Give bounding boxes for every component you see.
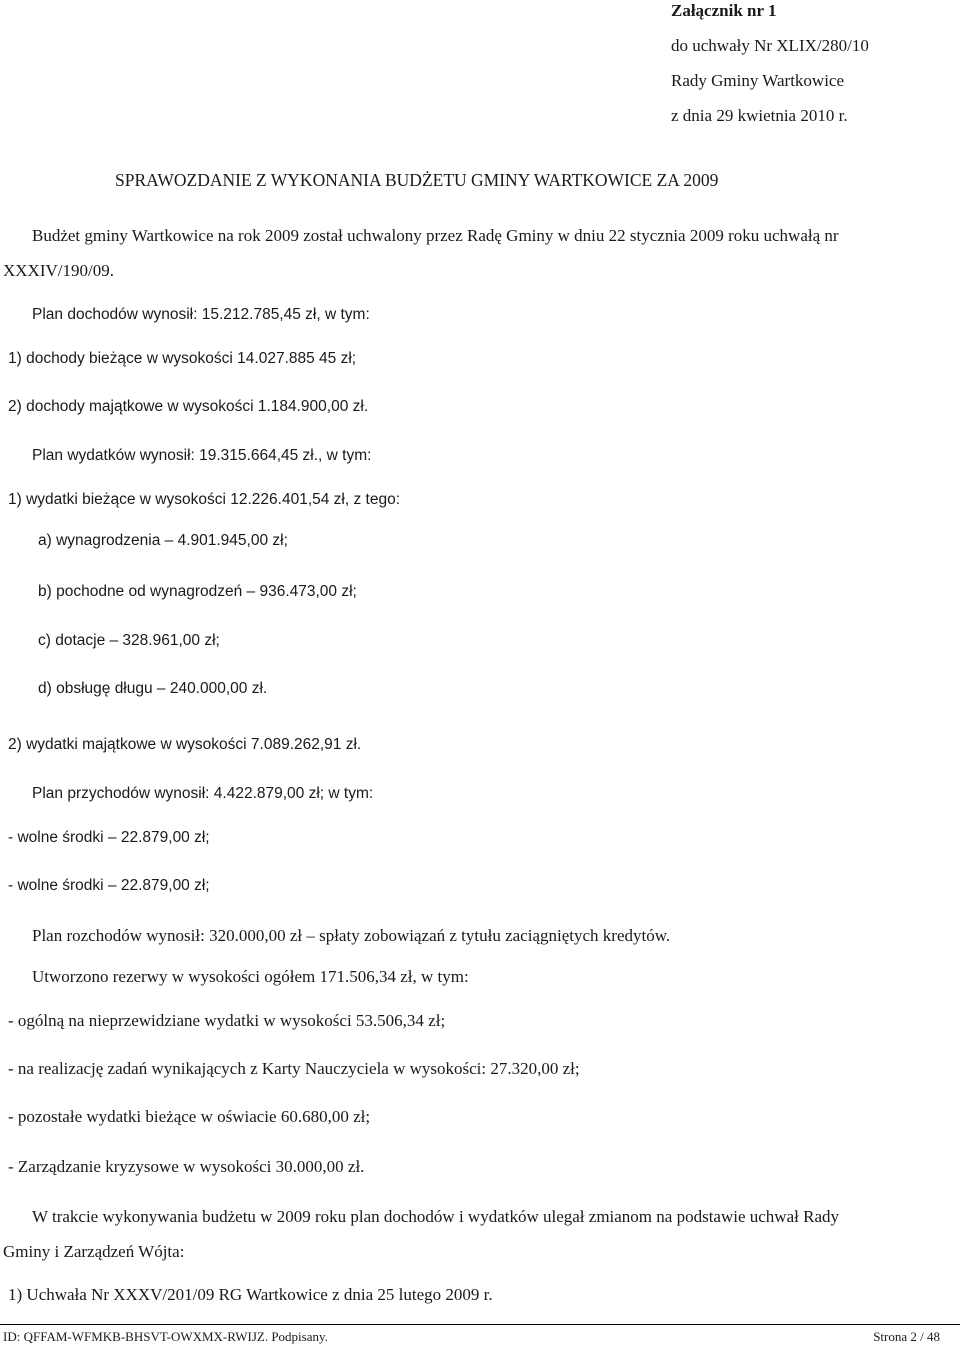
annex-heading: Załącznik nr 1: [671, 1, 777, 20]
reserves-item-1: - ogólną na nieprzewidziane wydatki w wysokości 53.506,34 zł;: [8, 1011, 446, 1030]
expenses-item-b: b) pochodne od wynagrodzeń – 936.473,00 zł;: [38, 583, 357, 600]
expenses-item-c: c) dotacje – 328.961,00 zł;: [38, 632, 220, 649]
expenses-item-d: d) obsługę długu – 240.000,00 zł.: [38, 680, 268, 697]
reserves-item-3: - pozostałe wydatki bieżące w oświacie 60.680,00 zł;: [8, 1107, 371, 1126]
council-name: Rady Gminy Wartkowice: [671, 71, 845, 90]
expenses-current: 1) wydatki bieżące w wysokości 12.226.401,54 zł, z tego:: [8, 491, 401, 508]
revenues-item-1: - wolne środki – 22.879,00 zł;: [8, 829, 210, 846]
expenses-plan: Plan wydatków wynosił: 19.315.664,45 zł., w tym:: [32, 447, 372, 464]
income-current: 1) dochody bieżące w wysokości 14.027.885 45 zł;: [8, 350, 357, 367]
revenues-plan: Plan przychodów wynosił: 4.422.879,00 zł; w tym:: [32, 785, 374, 802]
expenses-item-a: a) wynagrodzenia – 4.901.945,00 zł;: [38, 532, 288, 549]
resolution-number: do uchwały Nr XLIX/280/10: [671, 36, 869, 55]
income-plan: Plan dochodów wynosił: 15.212.785,45 zł, w tym:: [32, 306, 370, 323]
revenues-item-2: - wolne środki – 22.879,00 zł;: [8, 877, 210, 894]
reserves-item-4: - Zarządzanie kryzysowe w wysokości 30.000,00 zł.: [8, 1157, 365, 1176]
footer-page-number: Strona 2 / 48: [873, 1329, 940, 1344]
footer-document-id: ID: QFFAM-WFMKB-BHSVT-OWXMX-RWIJZ. Podpisany.: [3, 1329, 328, 1344]
resolution-date: z dnia 29 kwietnia 2010 r.: [671, 106, 848, 125]
reserves-item-2: - na realizację zadań wynikających z Karty Nauczyciela w wysokości: 27.320,00 zł;: [8, 1059, 580, 1078]
reserves-total: Utworzono rezerwy w wysokości ogółem 171.506,34 zł, w tym:: [32, 967, 469, 986]
document-title: SPRAWOZDANIE Z WYKONANIA BUDŻETU GMINY WARTKOWICE ZA 2009: [115, 170, 719, 190]
disbursements-plan: Plan rozchodów wynosił: 320.000,00 zł – spłaty zobowiązań z tytułu zaciągniętych kredytów.: [32, 926, 671, 945]
intro-line-1: Budżet gminy Wartkowice na rok 2009 został uchwalony przez Radę Gminy w dniu 22 stycznia 2009 roku uchwałą nr: [32, 226, 839, 245]
intro-line-2: XXXIV/190/09.: [3, 261, 114, 280]
income-property: 2) dochody majątkowe w wysokości 1.184.900,00 zł.: [8, 398, 369, 415]
expenses-property: 2) wydatki majątkowe w wysokości 7.089.262,91 zł.: [8, 736, 362, 753]
changes-line-2: Gminy i Zarządzeń Wójta:: [3, 1242, 185, 1261]
changes-line-1: W trakcie wykonywania budżetu w 2009 roku plan dochodów i wydatków ulegał zmianom na podstawie uchwał Rady: [32, 1207, 839, 1226]
changes-item-1: 1) Uchwała Nr XXXV/201/09 RG Wartkowice z dnia 25 lutego 2009 r.: [8, 1285, 493, 1304]
footer-rule: [0, 1324, 960, 1325]
